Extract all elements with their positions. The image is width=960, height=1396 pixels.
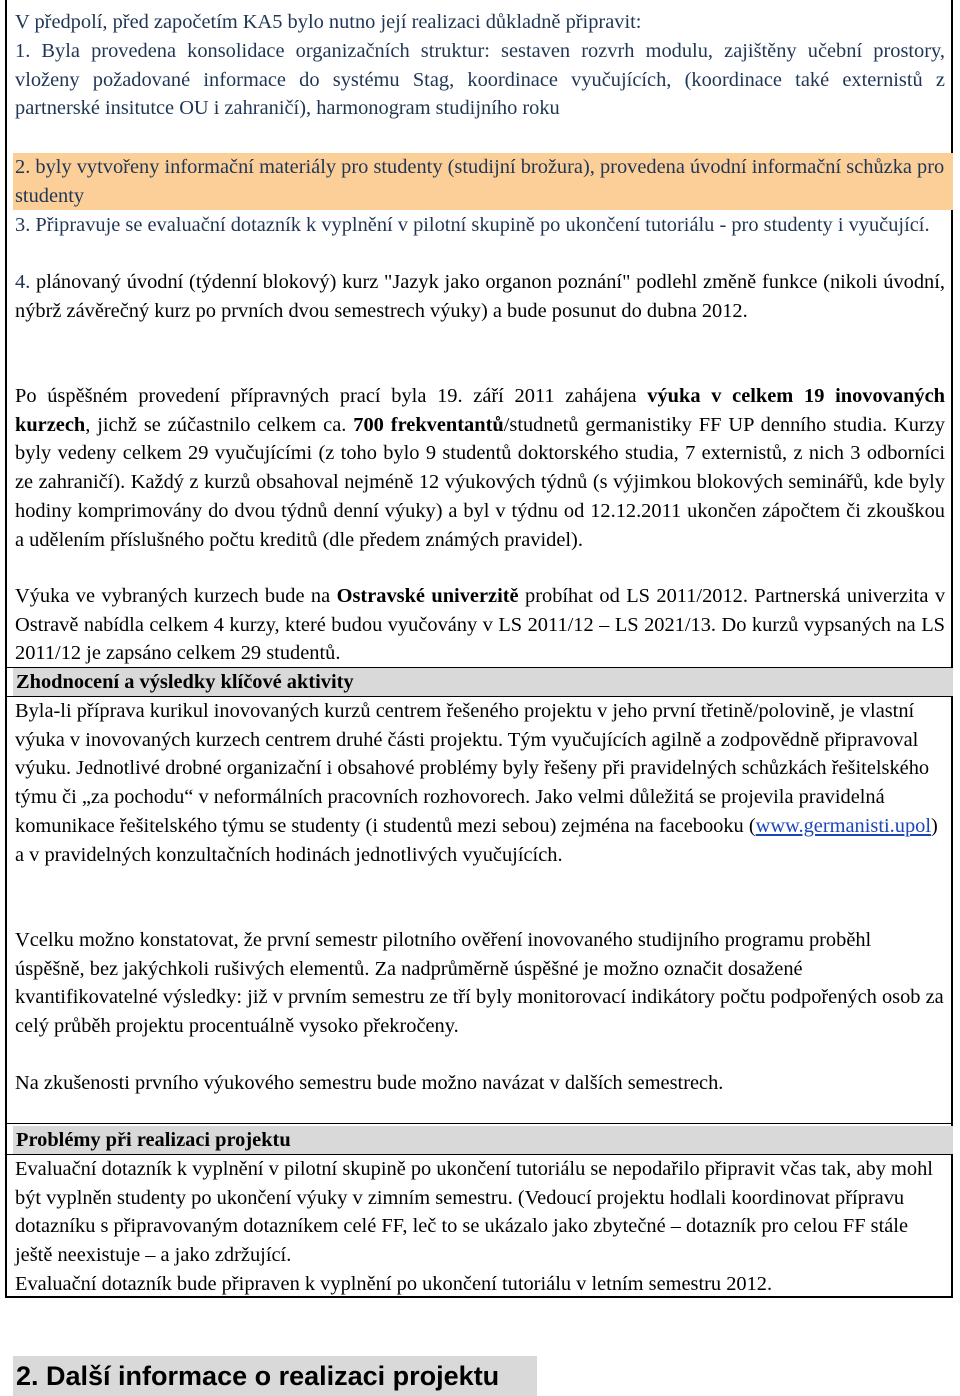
intro-item-3: 3. Připravuje se evaluační dotazník k vyplnění v pilotní skupině po ukončení tutoriálu - pro studenty i vyučující.	[15, 214, 930, 236]
evaluation-paragraph-1	[15, 697, 945, 869]
facebook-link[interactable]: www.germanisti.upol	[755, 814, 932, 837]
intro-item-4-text: plánovaný úvodní (týdenní blokový) kurz "Jazyk jako organon poznání" podlehl změně funkce (nikoli úvodní, nýbrž závěrečný kurz po prvních dvou semestrech výuky) a bude posunut do dubna 2012.	[15, 271, 945, 322]
results-text-1: Po úspěšném provedení přípravných prací byla 19. září 2011 zahájena	[15, 385, 648, 407]
problems-heading: Problémy při realizaci projektu	[16, 1129, 291, 1151]
evaluation-paragraph-3: Na zkušenosti prvního výukového semestru bude možno navázat v dalších semestrech.	[15, 1072, 724, 1094]
intro-first-line: V předpolí, před započetím KA5 bylo nutno její realizaci důkladně připravit:	[15, 11, 642, 33]
intro-item-2: 2. byly vytvořeny informační materiály pro studenty (studijní brožura), provedena úvodní informační schůzka pro studenty	[15, 156, 945, 207]
ostrava-text-2: probíhat od LS 2011/2012. Partnerská univerzita v Ostravě nabídla celkem 4 kurzy, které budou vyučovány v LS 2011/12 – LS 2021/13. Do kurzů vypsaných na LS 2011/12 je zapsáno celkem 29 studentů.	[15, 585, 946, 665]
intro-item-4	[15, 268, 945, 325]
results-paragraph	[15, 382, 945, 554]
results-bold-courses: výuka v celkem 19 inovovaných kurzech	[15, 385, 945, 436]
section-2-heading: 2. Další informace o realizaci projektu	[16, 1361, 500, 1391]
evaluation-text-2: ) a v pravidelných konzultačních hodinách jednotlivých vyučujících.	[15, 814, 938, 866]
ostrava-paragraph	[15, 582, 945, 668]
evaluation-paragraph-2: Vcelku možno konstatovat, že první semestr pilotního ověření inovovaného studijního programu proběhl úspěšně, bez jakýchkoli rušivých elementů. Za nadprůměrně úspěšné je možno označit dosažené kvantifikovatelné výsledky: již v prvním semestru ze tří byly monitorovací indikátory počtu podpořených osob za celý průběh projektu procentuálně vysoko překročeny.	[15, 929, 944, 1038]
ostrava-bold-university: Ostravské univerzitě	[336, 585, 519, 607]
ostrava-text-1: Výuka ve vybraných kurzech bude na	[15, 585, 337, 607]
problems-top-rule	[7, 1123, 951, 1124]
results-bold-participants: 700 frekventantů	[353, 413, 504, 436]
results-text-2: , jichž se zúčastnilo celkem ca.	[85, 413, 354, 436]
results-text-3: /studnetů germanistiky FF UP denního studia. Kurzy byly vedeny celkem 29 vyučujícími (z toho bylo 9 studentů doktorského studia, 7 externistů, z nich 3 odborníci ze zahraničí). Každý z kurzů obsahoval nejméně 12 výukových týdnů (s výjimkou blokových seminářů, kde byly hodiny komprimovány do dvou týdnů denní výuky) a byl v týdnu od 12.12.2011 ukončen zápočtem či zkouškou a udělením příslušného počtu kreditů (dle předem známých pravidel).	[15, 413, 945, 551]
intro-item-4-number: 4.	[15, 271, 31, 293]
evaluation-text-1: Byla-li příprava kurikul inovovaných kurzů centrem řešeného projektu v jeho první třetině/polovině, je vlastní výuka v inovovaných kurzech centrem druhé části projektu. Tým vyučujících agilně a zodpovědně připravoval výuku. Jednotlivé drobné organizační i obsahové problémy byly řešeny při pravidelných schůzkách řešitelského týmu či „za pochodu“ v neformálních pracovních rozhovorech. Jako velmi důležitá se projevila pravidelná komunikace řešitelského týmu se studenty (i studentů mezi sebou) zejména na facebooku (	[15, 700, 930, 837]
intro-item-1: 1. Byla provedena konsolidace organizačních struktur: sestaven rozvrh modulu, zajištěny učební prostory, vloženy požadované informace do systému Stag, koordinace vyučujících, (koordinace také externistů z partnerské insitutce OU i zahraničí), harmonogram studijního roku	[15, 40, 945, 120]
evaluation-heading: Zhodnocení a výsledky klíčové aktivity	[16, 671, 354, 693]
problems-paragraph-2: Evaluační dotazník bude připraven k vyplnění po ukončení tutoriálu v letním semestru 2012.	[15, 1273, 773, 1295]
problems-paragraph-1: Evaluační dotazník k vyplnění v pilotní skupině po ukončení tutoriálu se nepodařilo připravit včas tak, aby mohl být vyplněn studenty po ukončení výuky v zimním semestru. (Vedoucí projektu hodlali koordinovat přípravu dotazníku s připravovaným dotazníkem celé FF, leč to se ukázalo jako zbytečné – dotazník pro celou FF stále ještě neexistuje – a jako zdržující.	[15, 1158, 933, 1267]
